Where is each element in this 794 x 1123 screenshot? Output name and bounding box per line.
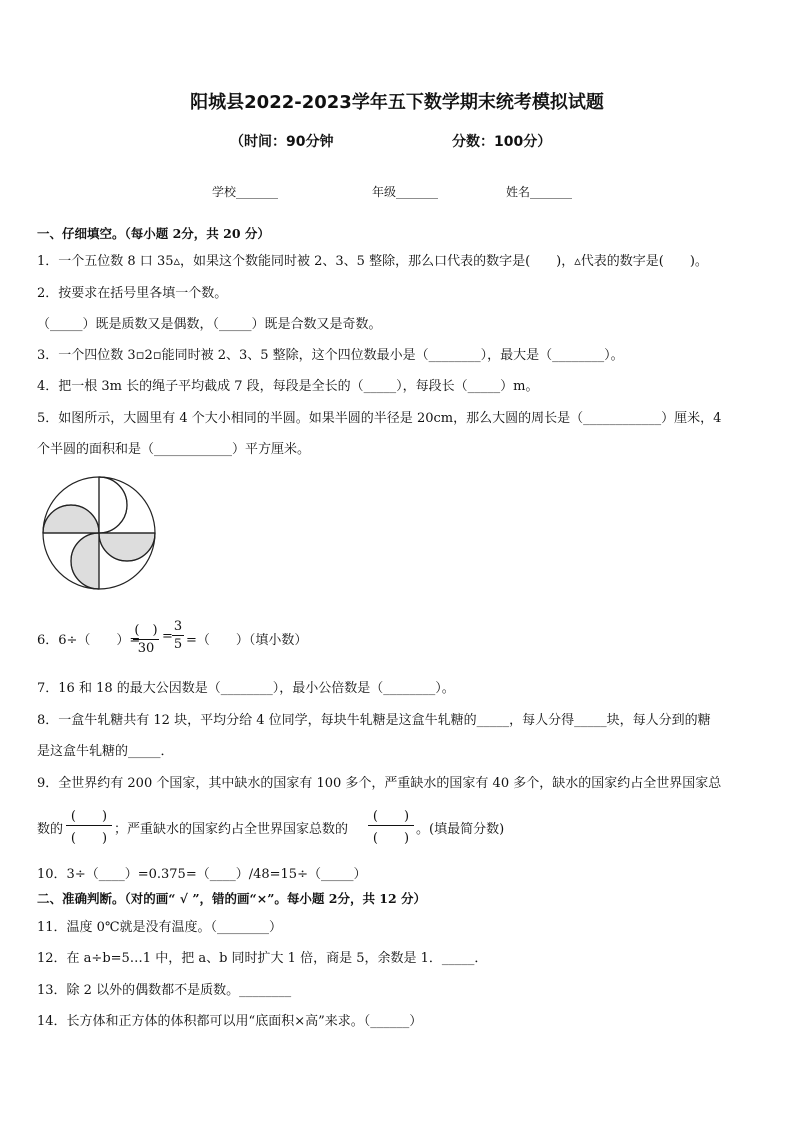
- exam-score: 分数：100分）: [452, 134, 552, 150]
- fraction-numerator: ( ): [372, 809, 410, 824]
- section-2-heading: 二、准确判断。（对的画“ √ ”，错的画“×”。每小题 2分，共 12 分）: [37, 891, 427, 906]
- question-5-line-1: 5．如图所示，大圆里有 4 个大小相同的半圆。如果半圆的半径是 20cm，那么大圆的周长是（____________）厘米，4: [37, 411, 722, 426]
- question-8-line-2: 是这盒牛轧糖的_____．: [37, 744, 174, 759]
- fraction-denominator: 5: [173, 637, 183, 652]
- question-6-fraction-1: [133, 619, 159, 656]
- question-6-equals: =: [162, 629, 173, 644]
- exam-title: 阳城县2022-2023学年五下数学期末统考模拟试题: [190, 92, 604, 113]
- exam-time: （时间：90分钟: [230, 134, 334, 150]
- question-12: 12．在 a÷b=5…1 中，把 a、b 同时扩大 1 倍，商是 5，余数是 1．_____．: [37, 951, 488, 966]
- question-3: 3．一个四位数 3▫2▫能同时被 2、3、5 整除，这个四位数最小是（________），最大是（________）。: [37, 348, 624, 363]
- fraction-denominator: 30: [137, 641, 155, 656]
- grade-field: 年级_______: [372, 185, 439, 199]
- question-10: 10．3÷（____）=0.375=（____）/48=15÷（_____）: [37, 867, 367, 882]
- fraction-bar: [172, 635, 184, 636]
- question-6-fraction-2: [172, 619, 184, 652]
- question-5-line-2: 个半圆的面积和是（____________）平方厘米。: [37, 442, 311, 457]
- question-9-middle: ；严重缺水的国家约占全世界国家总数的: [114, 822, 349, 837]
- question-11: 11．温度 0℃就是没有温度。（________）: [37, 920, 282, 935]
- question-13: 13．除 2 以外的偶数都不是质数。________: [37, 983, 292, 998]
- question-2-sub: （_____）既是质数又是偶数，（_____）既是合数又是奇数。: [37, 317, 382, 332]
- name-field: 姓名_______: [506, 185, 573, 199]
- question-8-line-1: 8．一盒牛轧糖共有 12 块，平均分给 4 位同学，每块牛轧糖是这盒牛轧糖的_____，每人分得_____块，每人分到的糖: [37, 713, 711, 728]
- question-9-suffix: 。(填最简分数): [416, 822, 505, 837]
- fraction-numerator: 3: [173, 619, 183, 634]
- question-4: 4．把一根 3m 长的绳子平均截成 7 段，每段是全长的（_____），每段长（_____）m。: [37, 379, 539, 394]
- section-1-heading: 一、仔细填空。（每小题 2分，共 20 分）: [37, 226, 270, 241]
- school-field: 学校_______: [212, 185, 279, 199]
- question-9-fraction-2: [368, 805, 414, 846]
- question-9-prefix: 数的: [37, 822, 64, 837]
- question-9-fraction-1: [66, 805, 112, 846]
- question-6-prefix: 6．6÷（ ）=: [37, 633, 141, 648]
- fraction-numerator: ( ): [70, 809, 108, 824]
- question-2: 2．按要求在括号里各填一个数。: [37, 286, 228, 301]
- question-6-suffix: =（ ）（填小数）: [186, 633, 308, 648]
- fraction-bar: [66, 825, 112, 826]
- question-14: 14．长方体和正方体的体积都可以用“底面积×高”来求。（______）: [37, 1014, 423, 1029]
- fraction-bar: [368, 825, 414, 826]
- fraction-bar: [133, 639, 159, 640]
- question-1: 1．一个五位数 8 口 35▵，如果这个数能同时被 2、3、5 整除，那么口代表的数字是( )，▵代表的数字是( )。: [37, 254, 708, 269]
- fraction-denominator: ( ): [372, 831, 410, 846]
- question-9-line-1: 9．全世界约有 200 个国家，其中缺水的国家有 100 多个，严重缺水的国家有 40 多个，缺水的国家约占全世界国家总: [37, 776, 722, 791]
- fraction-denominator: ( ): [70, 831, 108, 846]
- question-7: 7．16 和 18 的最大公因数是（________），最小公倍数是（________）。: [37, 681, 455, 696]
- fraction-numerator: ( ): [134, 623, 158, 638]
- pinwheel-circle-figure: [40, 474, 158, 592]
